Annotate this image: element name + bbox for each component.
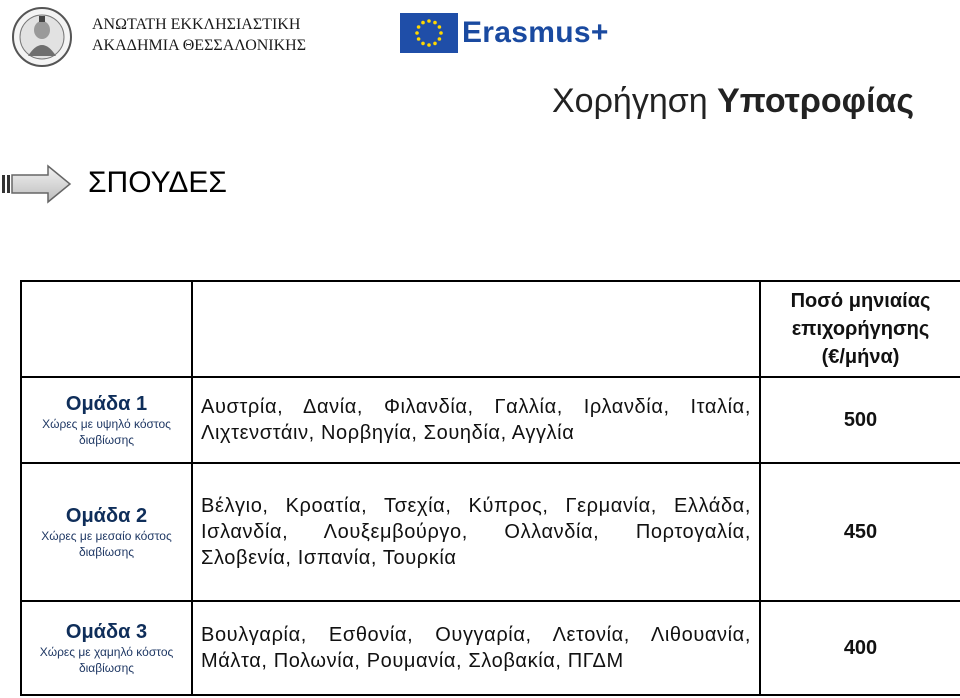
eu-flag-icon bbox=[400, 13, 458, 53]
group-subtitle: Χώρες με υψηλό κόστος διαβίωσης bbox=[42, 416, 171, 447]
grants-table bbox=[20, 280, 960, 696]
amount-cell: 450 bbox=[760, 463, 960, 601]
countries-cell: Αυστρία, Δανία, Φιλανδία, Γαλλία, Ιρλανδία, Ιταλία, Λιχτενστάιν, Νορβηγία, Σουηδία, Αγγλία bbox=[192, 377, 760, 463]
section-heading: ΣΠΟΥΔΕΣ bbox=[88, 166, 227, 199]
page-title bbox=[552, 82, 914, 121]
amount-header-line: Ποσό μηνιαίας bbox=[790, 290, 931, 312]
erasmus-logo bbox=[400, 13, 609, 53]
right-arrow-icon bbox=[2, 164, 72, 204]
table-row bbox=[21, 463, 960, 601]
group-name: Ομάδα 1 bbox=[65, 392, 148, 415]
table-row bbox=[21, 601, 960, 695]
amount-cell: 500 bbox=[760, 377, 960, 463]
amount-header-line: επιχορήγησης bbox=[791, 318, 930, 340]
academy-seal-logo bbox=[6, 6, 78, 68]
group-cell bbox=[21, 463, 192, 601]
table-header-row bbox=[21, 281, 960, 377]
group-name: Ομάδα 2 bbox=[65, 504, 148, 527]
title-bold: Υποτροφίας bbox=[717, 82, 915, 120]
group-cell bbox=[21, 601, 192, 695]
countries-cell: Βουλγαρία, Εσθονία, Ουγγαρία, Λετονία, Λιθουανία, Μάλτα, Πολωνία, Ρουμανία, Σλοβακία, ΠΓΔΜ bbox=[192, 601, 760, 695]
amount-header-line: (€/μήνα) bbox=[821, 346, 900, 368]
erasmus-wordmark: Erasmus+ bbox=[462, 16, 609, 49]
title-normal: Χορήγηση bbox=[552, 82, 718, 120]
header-empty-cell bbox=[192, 281, 760, 377]
group-subtitle: Χώρες με μεσαίο κόστος διαβίωσης bbox=[41, 528, 172, 559]
group-subtitle: Χώρες με χαμηλό κόστος διαβίωσης bbox=[39, 644, 174, 675]
amount-cell: 400 bbox=[760, 601, 960, 695]
countries-cell: Βέλγιο, Κροατία, Τσεχία, Κύπρος, Γερμανία, Ελλάδα, Ισλανδία, Λουξεμβούργο, Ολλανδία, Πορτογαλία, Σλοβενία, Ισπανία, Τουρκία bbox=[192, 463, 760, 601]
table-row bbox=[21, 377, 960, 463]
institution-name bbox=[92, 14, 306, 56]
group-cell bbox=[21, 377, 192, 463]
group-name: Ομάδα 3 bbox=[65, 620, 148, 643]
institution-line-1: ΑΝΩΤΑΤΗ ΕΚΚΛΗΣΙΑΣΤΙΚΗ bbox=[92, 16, 301, 33]
institution-line-2: ΑΚΑΔΗΜΙΑ ΘΕΣΣΑΛΟΝΙΚΗΣ bbox=[92, 37, 307, 54]
header-empty-cell bbox=[21, 281, 192, 377]
amount-header bbox=[760, 281, 960, 377]
